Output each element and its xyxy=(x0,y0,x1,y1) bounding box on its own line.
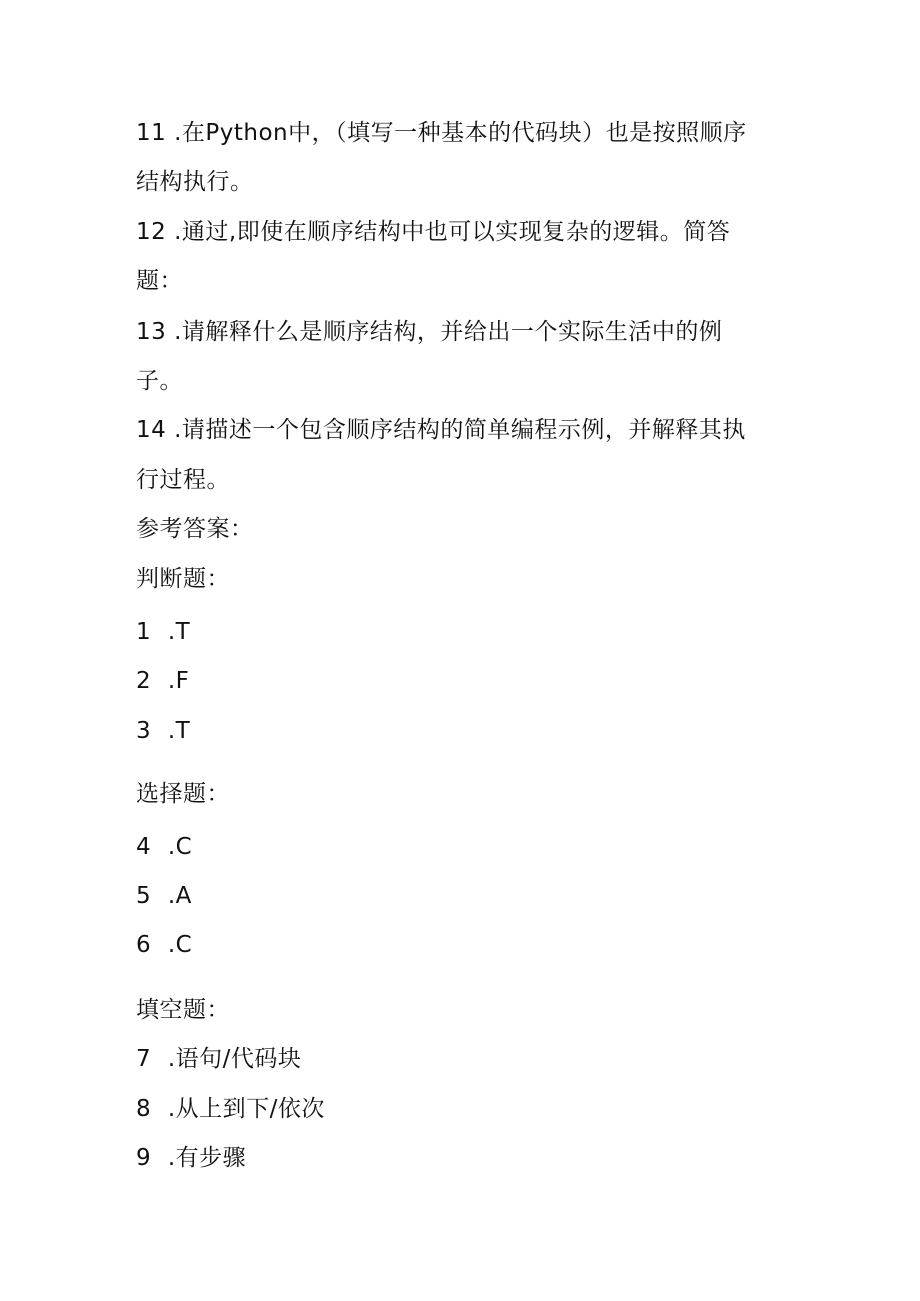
judgment-heading: 判断题： xyxy=(136,566,230,592)
fill-heading: 填空题： xyxy=(136,997,230,1023)
answer-item xyxy=(136,1143,246,1173)
question-12-line-2: 题： xyxy=(136,268,183,294)
answer-number: 9 xyxy=(136,1145,152,1171)
question-text: .通过,即使在顺序结构中也可以实现复杂的逻辑。简答 xyxy=(174,219,731,245)
answer-number: 3 xyxy=(136,718,152,744)
question-number: 11 xyxy=(136,120,167,146)
answer-item xyxy=(136,881,192,911)
answer-text: .F xyxy=(167,668,190,694)
question-text: .请解释什么是顺序结构，并给出一个实际生活中的例 xyxy=(174,319,723,345)
answer-number: 5 xyxy=(136,883,152,909)
question-14-line-2: 行过程。 xyxy=(136,467,230,493)
answer-number: 6 xyxy=(136,932,152,958)
answer-text: .A xyxy=(167,883,192,909)
answer-text: .从上到下/依次 xyxy=(167,1096,325,1122)
answer-number: 2 xyxy=(136,668,152,694)
question-14-line-1 xyxy=(136,415,746,445)
answer-item xyxy=(136,716,190,746)
answer-item xyxy=(136,1044,301,1074)
answer-text: .C xyxy=(167,932,193,958)
question-text: .请描述一个包含顺序结构的简单编程示例，并解释其执 xyxy=(174,417,746,443)
answer-item xyxy=(136,832,192,862)
answer-text: .语句/代码块 xyxy=(167,1046,302,1072)
answer-number: 8 xyxy=(136,1096,152,1122)
answer-item xyxy=(136,666,189,696)
choice-heading: 选择题： xyxy=(136,781,230,807)
answer-item xyxy=(136,930,192,960)
answers-heading: 参考答案： xyxy=(136,516,254,542)
question-number: 13 xyxy=(136,319,167,345)
answer-text: .T xyxy=(167,619,191,645)
question-text: .在Python中，（填写一种基本的代码块）也是按照顺序 xyxy=(174,120,747,146)
answer-number: 4 xyxy=(136,834,152,860)
answer-item xyxy=(136,617,190,647)
question-12-line-1 xyxy=(136,217,730,247)
answer-text: .有步骤 xyxy=(167,1145,247,1171)
question-11-line-2: 结构执行。 xyxy=(136,169,254,195)
answer-text: .T xyxy=(167,718,191,744)
answer-item xyxy=(136,1094,325,1124)
answer-number: 1 xyxy=(136,619,152,645)
answer-text: .C xyxy=(167,834,193,860)
answer-number: 7 xyxy=(136,1046,152,1072)
question-number: 14 xyxy=(136,417,167,443)
question-number: 12 xyxy=(136,219,167,245)
question-13-line-1 xyxy=(136,317,722,347)
question-13-line-2: 子。 xyxy=(136,368,183,394)
question-11-line-1 xyxy=(136,118,747,148)
